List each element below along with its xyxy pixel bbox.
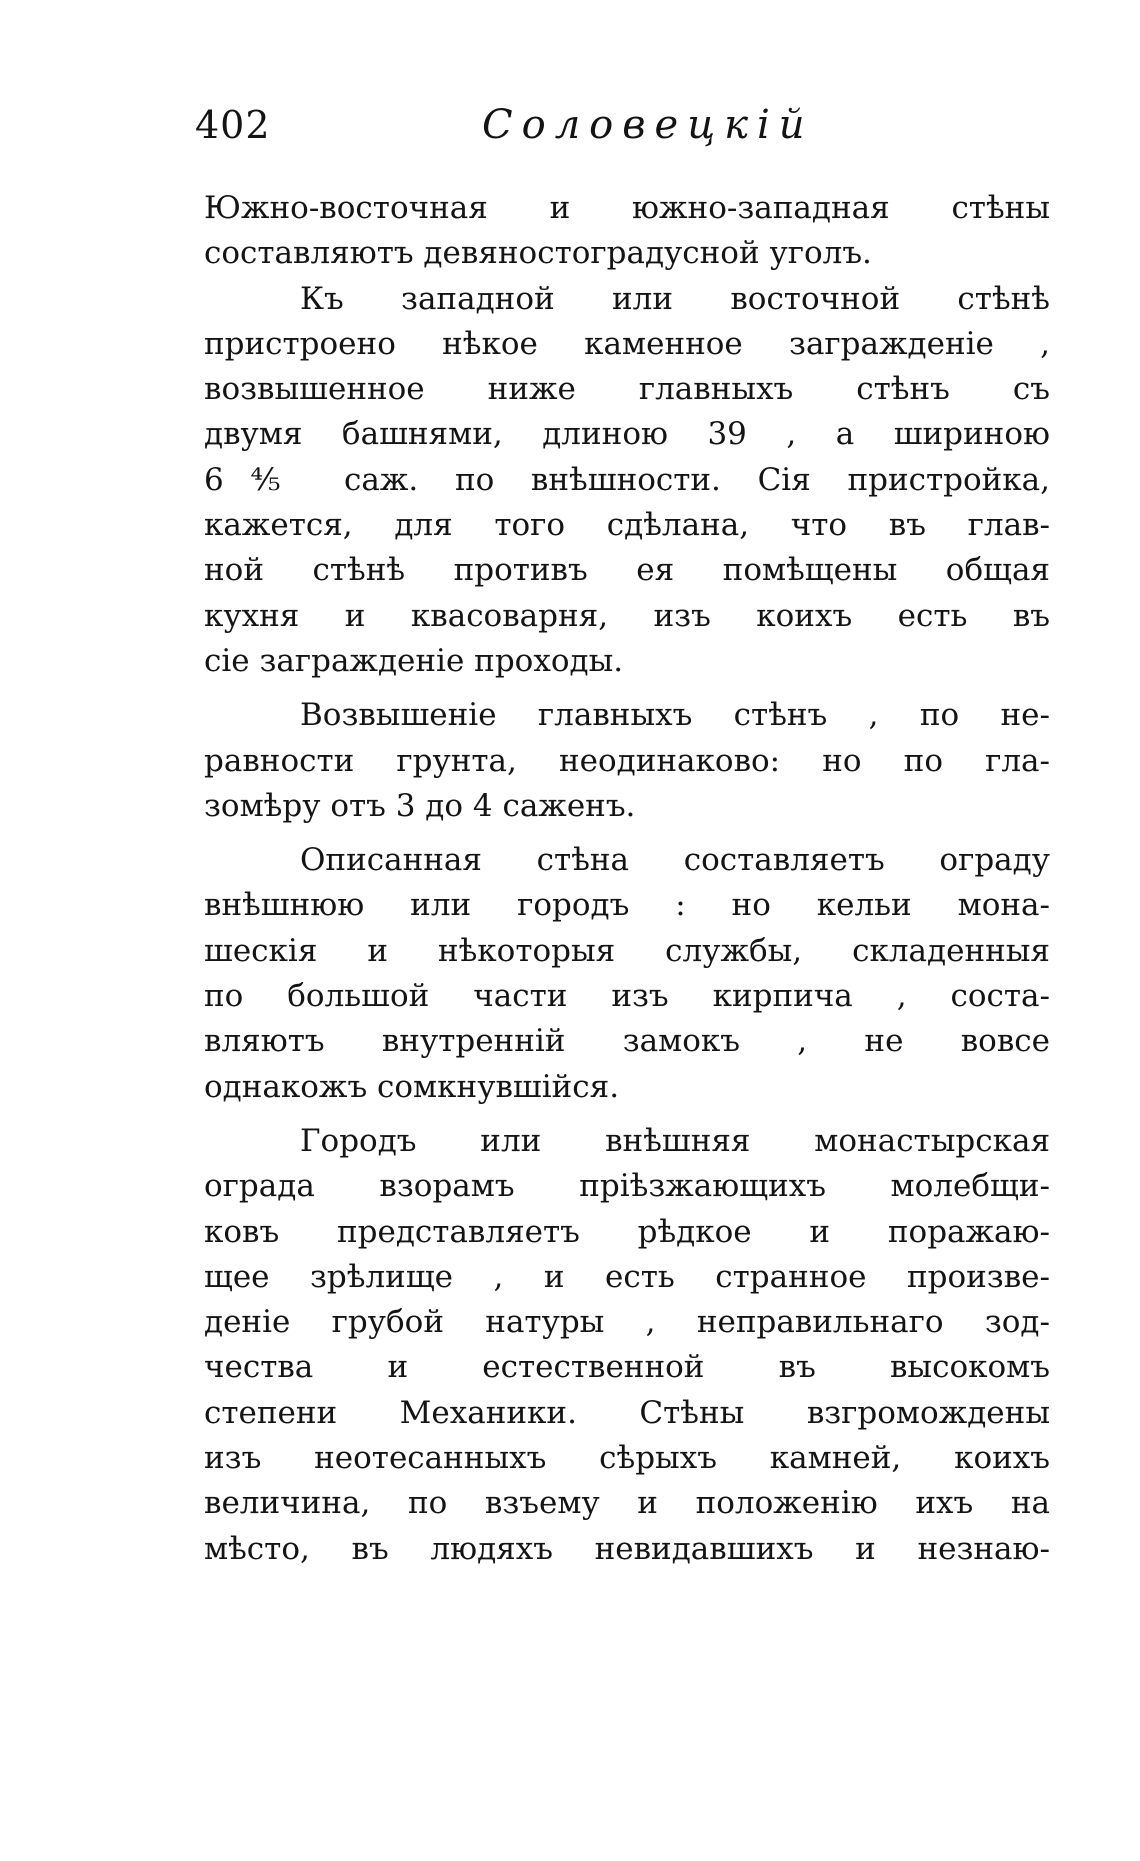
text-line: величина, по взъему и положенію ихъ на [204, 1485, 1050, 1522]
page-header [195, 95, 1065, 155]
running-head: Соловецкій [482, 102, 814, 148]
text-line: Южно-восточная и южно-западная стѣны [204, 190, 1050, 226]
text-line: равности грунта, неодинаково: но по гла- [204, 742, 1050, 779]
body-text [204, 186, 1050, 1572]
text-line: мѣсто, въ людяхъ невидавшихъ и незнаю- [204, 1530, 1050, 1567]
text-line: вляютъ внутренній замокъ , не вовсе [204, 1023, 1050, 1060]
text-line: 6⅘ саж. по внѣшности. Сія пристройка, [204, 461, 1050, 498]
text-line: внѣшнюю или городъ : но кельи мона- [204, 887, 1050, 924]
text-line: сіе загражденіе проходы. [204, 642, 624, 679]
paragraph-first-line: Описанная стѣна составляетъ ограду [300, 842, 1050, 879]
page-number: 402 [195, 103, 271, 147]
text-line: кухня и квасоварня, изъ коихъ есть въ [204, 597, 1050, 634]
text-line: кажется, для того сдѣлана, что въ глав- [204, 507, 1050, 544]
text-line: степени Механики. Стѣны взгромождены [204, 1394, 1050, 1431]
text-line: шескія и нѣкоторыя службы, складенныя [204, 932, 1050, 969]
text-line: щее зрѣлище , и есть странное произве- [204, 1258, 1050, 1295]
text-line: зомѣру отъ 3 до 4 саженъ. [204, 787, 636, 824]
paragraph-first-line: Къ западной или восточной стѣнѣ [300, 280, 1050, 317]
text-line: возвышенное ниже главныхъ стѣнъ съ [204, 371, 1050, 408]
text-line: ной стѣнѣ противъ ея помѣщены общая [204, 552, 1050, 589]
paragraph-first-line: Городъ или внѣшняя монастырская [300, 1122, 1050, 1159]
text-line: ковъ представляетъ рѣдкое и поражаю- [204, 1213, 1050, 1250]
text-line: изъ неотесанныхъ сѣрыхъ камней, коихъ [204, 1440, 1050, 1477]
text-line: ограда взорамъ пріѣзжающихъ молебщи- [204, 1168, 1050, 1205]
paragraph-first-line: Возвышеніе главныхъ стѣнъ , по не- [300, 697, 1050, 734]
text-line: однакожъ сомкнувшійся. [204, 1068, 620, 1105]
text-line: чества и естественной въ высокомъ [204, 1349, 1050, 1386]
text-line: двумя башнями, длиною 39 , а шириною [204, 416, 1050, 453]
text-line: по большой части изъ кирпича , соста- [204, 978, 1050, 1015]
text-line: пристроено нѣкое каменное загражденіе , [204, 325, 1050, 362]
text-line: деніе грубой натуры , неправильнаго зод- [204, 1304, 1050, 1341]
text-line: составляютъ девяностоградусной уголъ. [204, 235, 872, 272]
